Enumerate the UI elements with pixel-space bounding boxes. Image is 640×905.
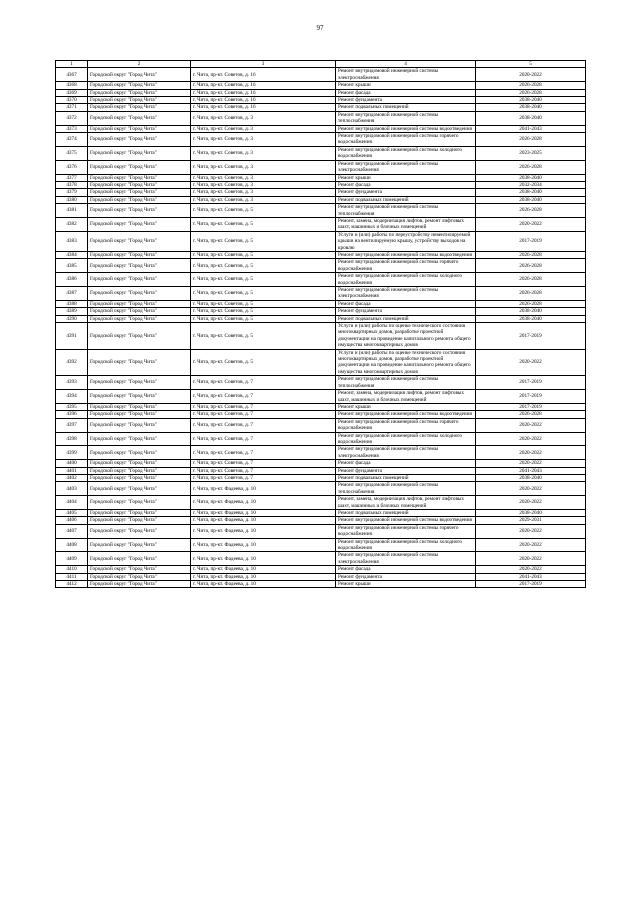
period-cell: 2020-2022 [476,552,586,566]
table-row [56,174,586,181]
work-type-cell: Ремонт внутридомовой инженерной системы горячего водоснабжения [336,259,476,273]
table-row [56,300,586,307]
row-number-cell: 4398 [56,432,88,446]
period-cell: 2020-2022 [476,68,586,82]
municipality-cell: Городской округ "Город Чита" [88,446,191,460]
work-type-cell: Ремонт, замена, модернизация лифтов, ремонт лифтовых шахт, машинных и блочных помещений [336,390,476,404]
period-cell: 2020-2022 [476,566,586,573]
table-row [56,251,586,258]
municipality-cell: Городской округ "Город Чита" [88,217,191,231]
address-cell: г. Чита, пр-кт. Фадеева, д. 10 [191,573,336,580]
period-cell: 2038-2040 [476,196,586,203]
table-row [56,390,586,404]
period-cell: 2038-2040 [476,97,586,104]
address-cell: г. Чита, пр-кт. Советов, д. 5 [191,349,336,376]
municipality-cell: Городской округ "Город Чита" [88,204,191,218]
work-type-cell: Ремонт фундамента [336,308,476,315]
row-number-cell: 4411 [56,573,88,580]
table-row [56,217,586,231]
table-row [56,146,586,160]
period-cell: 2020-2022 [476,432,586,446]
table-row [56,552,586,566]
municipality-cell: Городской округ "Город Чита" [88,259,191,273]
row-number-cell: 4369 [56,89,88,96]
column-header: 2 [88,61,191,68]
row-number-cell: 4400 [56,460,88,467]
table-row [56,376,586,390]
address-cell: г. Чита, пр-кт. Советов, д. 5 [191,259,336,273]
row-number-cell: 4408 [56,538,88,552]
address-cell: г. Чита, пр-кт. Советов, д. 7 [191,418,336,432]
table-row [56,510,586,517]
row-number-cell: 4378 [56,181,88,188]
address-cell: г. Чита, пр-кт. Советов, д. 3 [191,146,336,160]
row-number-cell: 4367 [56,68,88,82]
work-type-cell: Ремонт фундамента [336,573,476,580]
municipality-cell: Городской округ "Город Чита" [88,411,191,418]
row-number-cell: 4374 [56,133,88,147]
period-cell: 2020-2022 [476,496,586,510]
period-cell: 2026-2028 [476,300,586,307]
table-row [56,133,586,147]
table-row [56,111,586,125]
period-cell: 2032-2034 [476,181,586,188]
address-cell: г. Чита, пр-кт. Советов, д. 16 [191,68,336,82]
period-cell: 2026-2028 [476,89,586,96]
municipality-cell: Городской округ "Город Чита" [88,68,191,82]
period-cell: 2020-2022 [476,418,586,432]
row-number-cell: 4368 [56,82,88,89]
address-cell: г. Чита, пр-кт. Советов, д. 7 [191,474,336,481]
table-row [56,482,586,496]
period-cell: 2026-2028 [476,160,586,174]
address-cell: г. Чита, пр-кт. Советов, д. 3 [191,174,336,181]
work-type-cell: Ремонт внутридомовой инженерной системы электроснабжения [336,68,476,82]
table-row [56,196,586,203]
row-number-cell: 4381 [56,204,88,218]
period-cell: 2038-2040 [476,189,586,196]
address-cell: г. Чита, пр-кт. Советов, д. 7 [191,390,336,404]
work-type-cell: Ремонт внутридомовой инженерной системы электроснабжения [336,287,476,301]
period-cell: 2038-2040 [476,474,586,481]
address-cell: г. Чита, пр-кт. Фадеева, д. 10 [191,524,336,538]
address-cell: г. Чита, пр-кт. Советов, д. 7 [191,460,336,467]
period-cell: 2038-2040 [476,510,586,517]
period-cell: 2020-2022 [476,349,586,376]
address-cell: г. Чита, пр-кт. Советов, д. 7 [191,376,336,390]
work-type-cell: Ремонт внутридомовой инженерной системы электроснабжения [336,160,476,174]
municipality-cell: Городской округ "Город Чита" [88,467,191,474]
period-cell: 2020-2022 [476,446,586,460]
municipality-cell: Городской округ "Город Чита" [88,111,191,125]
municipality-cell: Городской округ "Город Чита" [88,538,191,552]
work-type-cell: Ремонт внутридомовой инженерной системы горячего водоснабжения [336,133,476,147]
municipality-cell: Городской округ "Город Чита" [88,432,191,446]
municipality-cell: Городской округ "Город Чита" [88,174,191,181]
row-number-cell: 4396 [56,411,88,418]
work-type-cell: Ремонт фундамента [336,189,476,196]
column-header: 5 [476,61,586,68]
address-cell: г. Чита, пр-кт. Советов, д. 5 [191,308,336,315]
column-header: 1 [56,61,88,68]
table-row [56,581,586,588]
municipality-cell: Городской округ "Город Чита" [88,196,191,203]
column-header: 4 [336,61,476,68]
period-cell: 2029-2031 [476,517,586,524]
work-type-cell: Ремонт фундамента [336,467,476,474]
repair-schedule-table [55,60,586,588]
address-cell: г. Чита, пр-кт. Советов, д. 3 [191,196,336,203]
row-number-cell: 4379 [56,189,88,196]
work-type-cell: Ремонт подвальных помещений [336,104,476,111]
table-row [56,273,586,287]
address-cell: г. Чита, пр-кт. Фадеева, д. 10 [191,482,336,496]
address-cell: г. Чита, пр-кт. Фадеева, д. 10 [191,581,336,588]
row-number-cell: 4409 [56,552,88,566]
table-row [56,287,586,301]
work-type-cell: Услуги и (или) работы по переустройству невентилируемой крыши на вентилируемую крышу, устройству выходов на кровлю [336,231,476,251]
period-cell: 2041-2043 [476,467,586,474]
work-type-cell: Ремонт внутридомовой инженерной системы холодного водоснабжения [336,538,476,552]
work-type-cell: Ремонт внутридомовой инженерной системы теплоснабжения [336,111,476,125]
row-number-cell: 4407 [56,524,88,538]
period-cell: 2020-2022 [476,524,586,538]
row-number-cell: 4376 [56,160,88,174]
municipality-cell: Городской округ "Город Чита" [88,376,191,390]
municipality-cell: Городской округ "Город Чита" [88,510,191,517]
work-type-cell: Ремонт подвальных помещений [336,510,476,517]
period-cell: 2020-2022 [476,538,586,552]
municipality-cell: Городской округ "Город Чита" [88,315,191,322]
municipality-cell: Городской округ "Город Чита" [88,146,191,160]
table-row [56,446,586,460]
row-number-cell: 4395 [56,403,88,410]
work-type-cell: Ремонт внутридомовой инженерной системы холодного водоснабжения [336,432,476,446]
table-row [56,160,586,174]
address-cell: г. Чита, пр-кт. Советов, д. 16 [191,82,336,89]
address-cell: г. Чита, пр-кт. Советов, д. 5 [191,315,336,322]
municipality-cell: Городской округ "Город Чита" [88,104,191,111]
address-cell: г. Чита, пр-кт. Советов, д. 7 [191,432,336,446]
table-row [56,231,586,251]
municipality-cell: Городской округ "Город Чита" [88,349,191,376]
row-number-cell: 4392 [56,349,88,376]
work-type-cell: Ремонт, замена, модернизация лифтов, ремонт лифтовых шахт, машинных и блочных помещений [336,496,476,510]
work-type-cell: Ремонт фасада [336,566,476,573]
row-number-cell: 4404 [56,496,88,510]
row-number-cell: 4405 [56,510,88,517]
work-type-cell: Ремонт внутридомовой инженерной системы электроснабжения [336,552,476,566]
row-number-cell: 4399 [56,446,88,460]
row-number-cell: 4375 [56,146,88,160]
municipality-cell: Городской округ "Город Чита" [88,181,191,188]
municipality-cell: Городской округ "Город Чита" [88,517,191,524]
row-number-cell: 4370 [56,97,88,104]
period-cell: 2038-2040 [476,111,586,125]
period-cell: 2017-2019 [476,323,586,350]
table-row [56,68,586,82]
address-cell: г. Чита, пр-кт. Фадеева, д. 10 [191,510,336,517]
period-cell: 2017-2019 [476,581,586,588]
work-type-cell: Ремонт крыши [336,581,476,588]
table-row [56,104,586,111]
work-type-cell: Ремонт внутридомовой инженерной системы горячего водоснабжения [336,524,476,538]
work-type-cell: Ремонт внутридомовой инженерной системы электроснабжения [336,446,476,460]
period-cell: 2026-2028 [476,411,586,418]
municipality-cell: Городской округ "Город Чита" [88,496,191,510]
row-number-cell: 4393 [56,376,88,390]
row-number-cell: 4390 [56,315,88,322]
period-cell: 2017-2019 [476,403,586,410]
address-cell: г. Чита, пр-кт. Советов, д. 5 [191,204,336,218]
work-type-cell: Ремонт внутридомовой инженерной системы теплоснабжения [336,204,476,218]
work-type-cell: Ремонт подвальных помещений [336,474,476,481]
address-cell: г. Чита, пр-кт. Советов, д. 3 [191,133,336,147]
work-type-cell: Ремонт фасада [336,89,476,96]
work-type-cell: Ремонт крыши [336,82,476,89]
address-cell: г. Чита, пр-кт. Советов, д. 3 [191,189,336,196]
address-cell: г. Чита, пр-кт. Советов, д. 5 [191,287,336,301]
table-row [56,538,586,552]
work-type-cell: Ремонт внутридомовой инженерной системы горячего водоснабжения [336,418,476,432]
address-cell: г. Чита, пр-кт. Фадеева, д. 10 [191,496,336,510]
period-cell: 2017-2019 [476,376,586,390]
address-cell: г. Чита, пр-кт. Советов, д. 5 [191,323,336,350]
table-row [56,418,586,432]
period-cell: 2026-2028 [476,82,586,89]
address-cell: г. Чита, пр-кт. Советов, д. 7 [191,411,336,418]
municipality-cell: Городской округ "Город Чита" [88,273,191,287]
address-cell: г. Чита, пр-кт. Советов, д. 7 [191,446,336,460]
address-cell: г. Чита, пр-кт. Советов, д. 16 [191,97,336,104]
period-cell: 2020-2022 [476,482,586,496]
address-cell: г. Чита, пр-кт. Советов, д. 5 [191,251,336,258]
period-cell: 2041-2043 [476,573,586,580]
address-cell: г. Чита, пр-кт. Советов, д. 16 [191,89,336,96]
row-number-cell: 4402 [56,474,88,481]
municipality-cell: Городской округ "Город Чита" [88,390,191,404]
municipality-cell: Городской округ "Город Чита" [88,287,191,301]
work-type-cell: Услуги и (или) работы по оценке технического состояния многоквартирных домов, разработке проектной документации на проведение капитального ремонта общего имущества многоквартирных домов [336,323,476,350]
table-row [56,496,586,510]
table-row [56,432,586,446]
municipality-cell: Городской округ "Город Чита" [88,581,191,588]
row-number-cell: 4372 [56,111,88,125]
period-cell: 2038-2040 [476,174,586,181]
row-number-cell: 4412 [56,581,88,588]
work-type-cell: Ремонт внутридомовой инженерной системы водоотведения [336,251,476,258]
period-cell: 2038-2040 [476,315,586,322]
municipality-cell: Городской округ "Город Чита" [88,89,191,96]
work-type-cell: Ремонт фасада [336,181,476,188]
work-type-cell: Ремонт внутридомовой инженерной системы холодного водоснабжения [336,146,476,160]
row-number-cell: 4373 [56,125,88,132]
municipality-cell: Городской округ "Город Чита" [88,308,191,315]
period-cell: 2026-2028 [476,273,586,287]
address-cell: г. Чита, пр-кт. Советов, д. 5 [191,217,336,231]
municipality-cell: Городской округ "Город Чита" [88,474,191,481]
table-row [56,315,586,322]
address-cell: г. Чита, пр-кт. Советов, д. 3 [191,111,336,125]
municipality-cell: Городской округ "Город Чита" [88,573,191,580]
work-type-cell: Ремонт крыши [336,403,476,410]
row-number-cell: 4394 [56,390,88,404]
period-cell: 2026-2028 [476,204,586,218]
address-cell: г. Чита, пр-кт. Фадеева, д. 10 [191,566,336,573]
period-cell: 2017-2019 [476,231,586,251]
table-row [56,517,586,524]
table-row [56,89,586,96]
row-number-cell: 4401 [56,467,88,474]
row-number-cell: 4391 [56,323,88,350]
table-row [56,460,586,467]
municipality-cell: Городской округ "Город Чита" [88,133,191,147]
address-cell: г. Чита, пр-кт. Советов, д. 3 [191,160,336,174]
municipality-cell: Городской округ "Город Чита" [88,231,191,251]
work-type-cell: Ремонт внутридомовой инженерной системы теплоснабжения [336,376,476,390]
row-number-cell: 4397 [56,418,88,432]
row-number-cell: 4382 [56,217,88,231]
period-cell: 2041-2043 [476,125,586,132]
municipality-cell: Городской округ "Город Чита" [88,97,191,104]
table-row [56,259,586,273]
address-cell: г. Чита, пр-кт. Советов, д. 3 [191,181,336,188]
table-row [56,349,586,376]
period-cell: 2017-2019 [476,390,586,404]
table-row [56,82,586,89]
page-number: 97 [316,24,324,32]
work-type-cell: Услуги и (или) работы по оценке технического состояния многоквартирных домов, разработке проектной документации на проведение капитального ремонта общего имущества многоквартирных домов [336,349,476,376]
row-number-cell: 4383 [56,231,88,251]
address-cell: г. Чита, пр-кт. Фадеева, д. 10 [191,517,336,524]
municipality-cell: Городской округ "Город Чита" [88,482,191,496]
table-row [56,97,586,104]
work-type-cell: Ремонт внутридомовой инженерной системы водоотведения [336,517,476,524]
period-cell: 2020-2022 [476,460,586,467]
municipality-cell: Городской округ "Город Чита" [88,82,191,89]
period-cell: 2026-2028 [476,251,586,258]
address-cell: г. Чита, пр-кт. Фадеева, д. 10 [191,538,336,552]
row-number-cell: 4384 [56,251,88,258]
row-number-cell: 4371 [56,104,88,111]
row-number-cell: 4387 [56,287,88,301]
row-number-cell: 4388 [56,300,88,307]
work-type-cell: Ремонт, замена, модернизация лифтов, ремонт лифтовых шахт, машинных и блочных помещений [336,217,476,231]
municipality-cell: Городской округ "Город Чита" [88,524,191,538]
table-row [56,204,586,218]
table-row [56,403,586,410]
row-number-cell: 4410 [56,566,88,573]
work-type-cell: Ремонт внутридомовой инженерной системы водоотведения [336,411,476,418]
municipality-cell: Городской округ "Город Чита" [88,160,191,174]
municipality-cell: Городской округ "Город Чита" [88,566,191,573]
table-row [56,181,586,188]
work-type-cell: Ремонт фундамента [336,97,476,104]
work-type-cell: Ремонт внутридомовой инженерной системы теплоснабжения [336,482,476,496]
row-number-cell: 4380 [56,196,88,203]
work-type-cell: Ремонт фасада [336,460,476,467]
period-cell: 2020-2022 [476,217,586,231]
municipality-cell: Городской округ "Город Чита" [88,251,191,258]
period-cell: 2026-2028 [476,133,586,147]
table-row [56,573,586,580]
table-row [56,411,586,418]
address-cell: г. Чита, пр-кт. Советов, д. 5 [191,300,336,307]
table-row [56,189,586,196]
row-number-cell: 4385 [56,259,88,273]
municipality-cell: Городской округ "Город Чита" [88,125,191,132]
municipality-cell: Городской округ "Город Чита" [88,189,191,196]
row-number-cell: 4377 [56,174,88,181]
address-cell: г. Чита, пр-кт. Советов, д. 3 [191,125,336,132]
period-cell: 2038-2040 [476,104,586,111]
address-cell: г. Чита, пр-кт. Фадеева, д. 10 [191,552,336,566]
work-type-cell: Ремонт крыши [336,174,476,181]
municipality-cell: Городской округ "Город Чита" [88,552,191,566]
row-number-cell: 4386 [56,273,88,287]
municipality-cell: Городской округ "Город Чита" [88,300,191,307]
address-cell: г. Чита, пр-кт. Советов, д. 5 [191,231,336,251]
table-row [56,566,586,573]
table-row [56,524,586,538]
address-cell: г. Чита, пр-кт. Советов, д. 16 [191,104,336,111]
table-row [56,308,586,315]
period-cell: 2023-2025 [476,146,586,160]
table-header-row [56,61,586,68]
municipality-cell: Городской округ "Город Чита" [88,403,191,410]
row-number-cell: 4403 [56,482,88,496]
address-cell: г. Чита, пр-кт. Советов, д. 5 [191,273,336,287]
table-row [56,467,586,474]
work-type-cell: Ремонт внутридомовой инженерной системы холодного водоснабжения [336,273,476,287]
period-cell: 2026-2028 [476,287,586,301]
period-cell: 2026-2028 [476,259,586,273]
municipality-cell: Городской округ "Город Чита" [88,323,191,350]
row-number-cell: 4389 [56,308,88,315]
period-cell: 2038-2040 [476,308,586,315]
work-type-cell: Ремонт подвальных помещений [336,196,476,203]
column-header: 3 [191,61,336,68]
table-row [56,474,586,481]
municipality-cell: Городской округ "Город Чита" [88,460,191,467]
address-cell: г. Чита, пр-кт. Советов, д. 7 [191,467,336,474]
table-row [56,125,586,132]
row-number-cell: 4406 [56,517,88,524]
work-type-cell: Ремонт внутридомовой инженерной системы водоотведения [336,125,476,132]
address-cell: г. Чита, пр-кт. Советов, д. 7 [191,403,336,410]
table-row [56,323,586,350]
work-type-cell: Ремонт фасада [336,300,476,307]
municipality-cell: Городской округ "Город Чита" [88,418,191,432]
work-type-cell: Ремонт подвальных помещений [336,315,476,322]
